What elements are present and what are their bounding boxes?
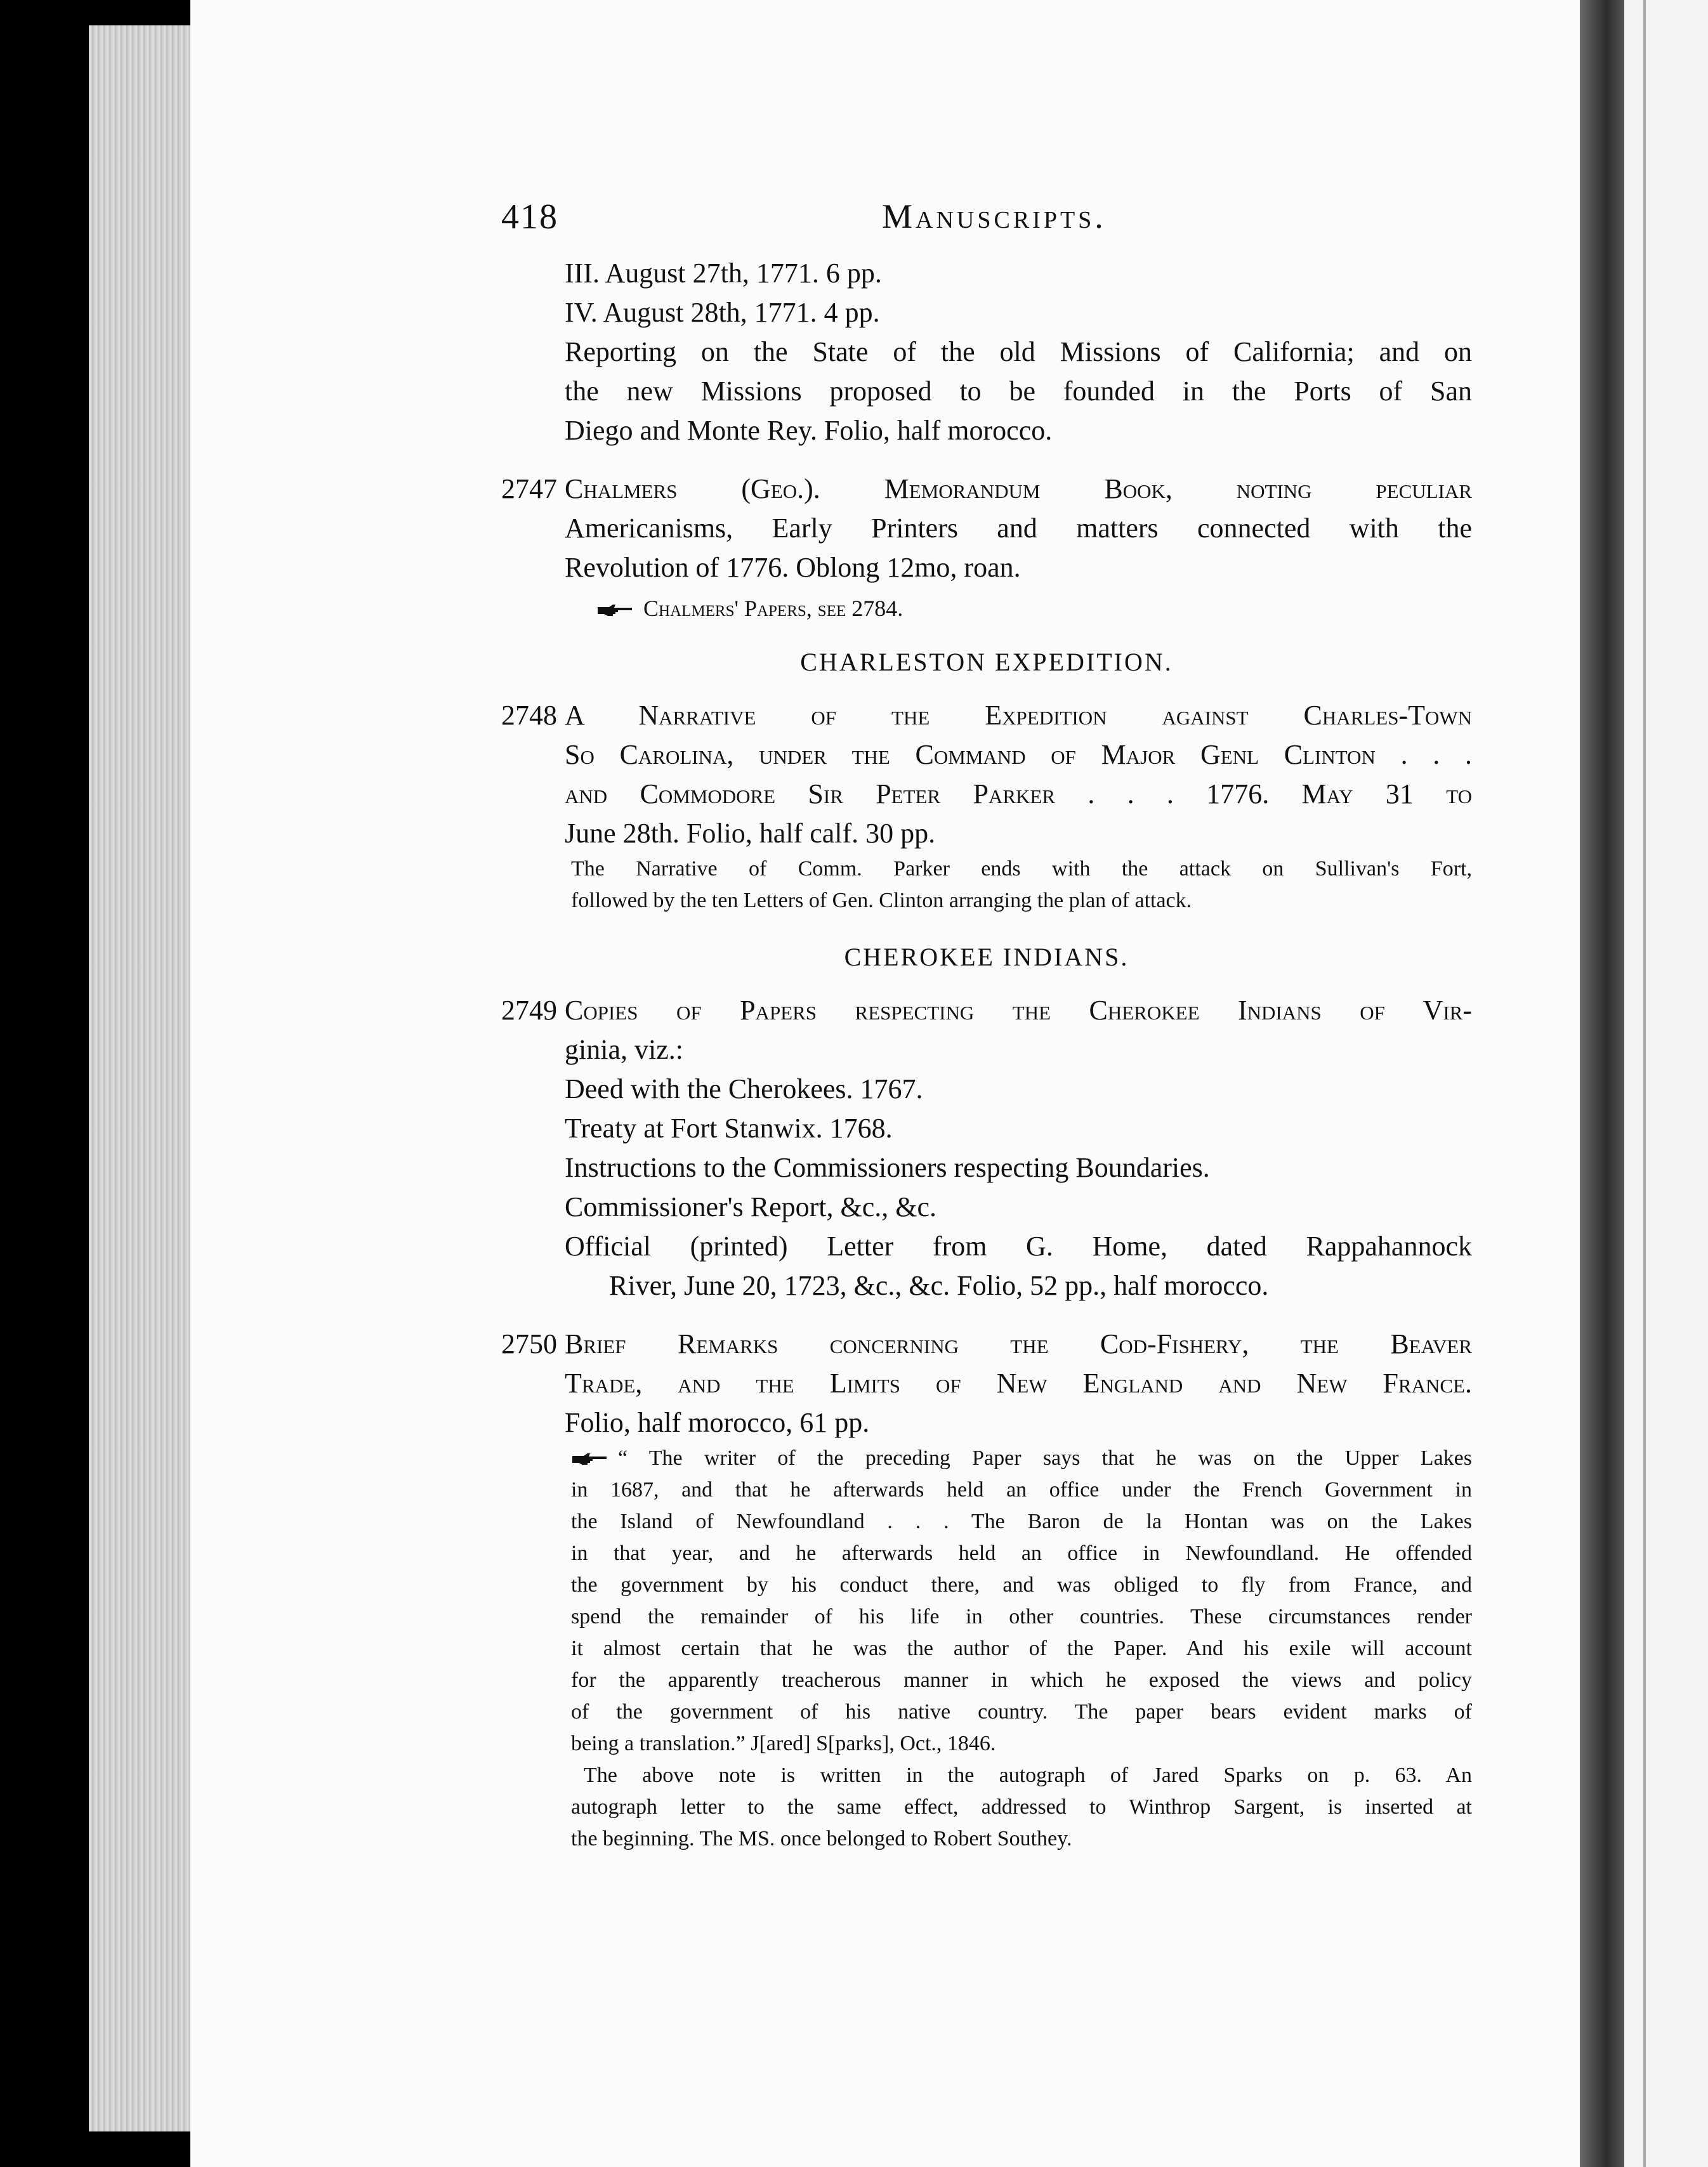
entry-line: June 28th. Folio, half calf. 30 pp. — [565, 818, 936, 849]
note-line: The Narrative of Comm. Parker ends with the attack on Sullivan's Fort, — [571, 857, 1472, 881]
note-line: The above note is written in the autograph of Jared Sparks on p. 63. An — [584, 1764, 1472, 1787]
entry-number: 2750 — [501, 1328, 557, 1359]
note-line: of the government of his native country. The paper bears evident marks of — [571, 1700, 1472, 1724]
facing-page-rule — [1643, 0, 1646, 2167]
entry-item: Instructions to the Commissioners respecting Boundaries. — [565, 1152, 1210, 1183]
entry-number: 2748 — [501, 700, 557, 731]
see-reference — [501, 595, 1472, 622]
entry-line: So Carolina, under the Command of Major Genl Clinton . . . — [565, 739, 1472, 770]
page-content — [501, 197, 1472, 1855]
note-line-text: “ The writer of the preceding Paper says that he was on the Upper Lakes — [618, 1446, 1472, 1470]
entry-line-text: Chalmers (Geo.). Memorandum Book, noting peculiar — [565, 473, 1472, 504]
entry-line: Revolution of 1776. Oblong 12mo, roan. — [565, 552, 1021, 583]
note-line: the government by his conduct there, and was obliged to fly from France, and — [571, 1573, 1472, 1597]
entry-2748 — [501, 696, 1472, 917]
entry-first-line — [501, 696, 1472, 735]
note-line: being a translation.” J[ared] S[parks], Oct., 1846. — [571, 1732, 996, 1755]
entry-first-line — [501, 991, 1472, 1030]
entry-note-quote — [501, 1443, 1472, 1760]
continuation-desc-line: Reporting on the State of the old Missions of California; and on — [565, 336, 1472, 367]
note-line: in 1687, and that he afterwards held an office under the French Government in — [571, 1478, 1472, 1502]
continuation-line: III. August 27th, 1771. 6 pp. — [565, 258, 882, 289]
entry-line-text: Copies of Papers respecting the Cherokee Indians of Vir- — [565, 995, 1472, 1026]
entry-line: Folio, half morocco, 61 pp. — [565, 1407, 870, 1438]
entry-item-continued: River, June 20, 1723, &c., &c. Folio, 52 pp., half morocco. — [609, 1270, 1269, 1301]
entry-first-line — [501, 1325, 1472, 1364]
entry-line: and Commodore Sir Peter Parker . . . 1776. May 31 to — [565, 778, 1472, 809]
entry-note — [501, 853, 1472, 917]
entry-number: 2749 — [501, 995, 557, 1026]
note-line: the Island of Newfoundland . . . The Baron de la Hontan was on the Lakes — [571, 1510, 1472, 1533]
continuation-desc-line: the new Missions proposed to be founded in the Ports of San — [565, 376, 1472, 407]
entry-number: 2747 — [501, 473, 557, 504]
note-line: the beginning. The MS. once belonged to Robert Southey. — [571, 1827, 1072, 1850]
page-number: 418 — [501, 197, 558, 237]
note-line: it almost certain that he was the author of the Paper. And his exile will account — [571, 1637, 1472, 1660]
entry-first-line — [501, 469, 1472, 509]
pointing-hand-icon — [596, 602, 634, 620]
entry-item: Commissioner's Report, &c., &c. — [565, 1191, 936, 1222]
entry-item: Official (printed) Letter from G. Home, dated Rappahannock — [565, 1231, 1472, 1262]
continuation-block — [501, 254, 1472, 450]
entry-line: Trade, and the Limits of New England and New France. — [565, 1368, 1472, 1399]
note-line: autograph letter to the same effect, addressed to Winthrop Sargent, is inserted at — [571, 1795, 1472, 1819]
running-head: Manuscripts. — [882, 197, 1107, 235]
note-line: spend the remainder of his life in other countries. These circumstances render — [571, 1605, 1472, 1628]
entry-2747 — [501, 469, 1472, 622]
book-gutter — [1580, 0, 1624, 2167]
continuation-desc-line: Diego and Monte Rey. Folio, half morocco. — [565, 415, 1053, 446]
page-header — [501, 197, 1472, 254]
entry-note-autograph — [501, 1760, 1472, 1855]
note-line: followed by the ten Letters of Gen. Clinton arranging the plan of attack. — [571, 889, 1192, 912]
page-stack-edge — [0, 0, 216, 2167]
pointing-hand-icon — [571, 1451, 609, 1469]
entry-2750 — [501, 1325, 1472, 1855]
entry-line-text: Brief Remarks concerning the Cod-Fishery, the Beaver — [565, 1328, 1472, 1359]
continuation-line: IV. August 28th, 1771. 4 pp. — [565, 297, 880, 328]
entry-line: ginia, viz.: — [565, 1034, 683, 1065]
entry-line-text: A Narrative of the Expedition against Charles-Town — [565, 700, 1472, 731]
entry-item: Treaty at Fort Stanwix. 1768. — [565, 1113, 893, 1144]
section-title-cherokee: CHEROKEE INDIANS. — [844, 943, 1129, 971]
entry-item: Deed with the Cherokees. 1767. — [565, 1073, 923, 1104]
note-line: for the apparently treacherous manner in which he exposed the views and policy — [571, 1668, 1472, 1692]
facing-page-edge — [1624, 0, 1708, 2167]
entry-2749 — [501, 991, 1472, 1306]
entry-line: Americanisms, Early Printers and matters connected with the — [565, 513, 1472, 544]
note-line — [571, 1443, 1472, 1474]
section-title-charleston: CHARLESTON EXPEDITION. — [800, 648, 1173, 676]
note-line: in that year, and he afterwards held an office in Newfoundland. He offended — [571, 1542, 1472, 1565]
see-reference-text: Chalmers' Papers, see 2784. — [643, 596, 903, 621]
